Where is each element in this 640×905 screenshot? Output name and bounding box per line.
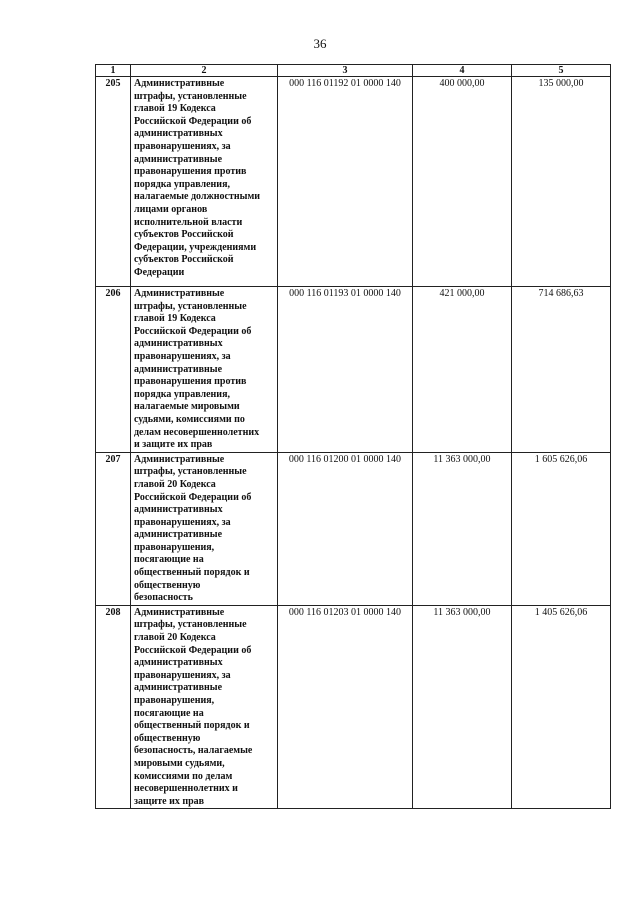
description-line: порядка управления, [134,178,230,190]
table-row [96,77,611,287]
amount-plan: 11 363 000,00 [413,605,512,809]
column-header: 2 [131,65,278,77]
description-line: административных [134,128,223,140]
description-line: административные [134,682,223,694]
description-line: административных [134,657,223,669]
description-line: главой 19 Кодекса [134,313,216,325]
table-row [96,452,611,605]
description-line: правонарушения, [134,695,215,706]
description-line: Административные [134,288,225,299]
row-number: 206 [96,287,131,453]
description-line: посягающие на [134,707,204,719]
page-number: 36 [313,36,327,51]
description-line: Российской Федерации об [134,491,252,503]
description-line: Федерации [134,266,185,278]
column-header: 1 [96,65,131,77]
description-line: Административные [134,78,225,89]
column-header: 5 [512,65,611,77]
description-line: правонарушения, [134,541,215,553]
description-line: налагаемые должностными [134,191,261,203]
description-line: Российской Федерации об [134,115,252,127]
description-line: субъектов Российской [134,254,234,266]
description-line: общественный порядок и [134,720,250,732]
description-line: правонарушениях, за [134,140,231,152]
amount-actual: 1 405 626,06 [512,605,611,809]
description-line: административные [134,529,223,541]
description-line: Российской Федерации об [134,644,252,656]
description-line: субъектов Российской [134,229,234,241]
description-line: штрафы, установленные [134,90,247,102]
description-line: делам несовершеннолетних [134,426,260,438]
description-line: комиссиями по делам [134,770,233,782]
amount-actual: 135 000,00 [512,77,611,287]
budget-classification-code: 000 116 01193 01 0000 140 [278,287,413,453]
budget-classification-code: 000 116 01200 01 0000 140 [278,452,413,605]
description-line: штрафы, установленные [134,466,247,478]
row-number: 207 [96,452,131,605]
description-line: Административные [134,606,225,618]
column-header: 4 [413,65,512,77]
amount-actual: 714 686,63 [512,287,611,453]
description-line: административные [134,153,223,165]
description-line: Федерации, учреждениями [134,241,257,253]
description-line: и защите их прав [134,439,213,451]
description-line: посягающие на [134,554,204,566]
budget-table [95,64,611,809]
description-line: главой 19 Кодекса [134,103,216,115]
table-header-row [96,65,611,77]
row-description [131,452,278,605]
description-line: защите их прав [134,795,205,807]
amount-actual: 1 605 626,06 [512,452,611,605]
amount-plan: 11 363 000,00 [413,452,512,605]
row-number: 205 [96,77,131,287]
description-line: несовершеннолетних и [134,783,238,795]
description-line: правонарушениях, за [134,669,231,681]
row-description [131,77,278,287]
description-line: общественную [134,579,201,591]
description-line: общественную [134,732,201,744]
row-description [131,605,278,809]
table-body [96,77,611,809]
description-line: Российской Федерации об [134,325,252,337]
budget-classification-code: 000 116 01192 01 0000 140 [278,77,413,287]
description-line: правонарушения против [134,376,247,388]
description-line: мировыми судьями, [134,757,225,769]
row-number: 208 [96,605,131,809]
description-line: административные [134,363,223,375]
description-line: безопасность, налагаемые [134,745,253,757]
description-line: безопасность [134,592,193,604]
description-line: штрафы, установленные [134,619,247,631]
description-line: налагаемые мировыми [134,401,240,413]
table-row [96,287,611,453]
description-line: лицами органов [134,203,208,215]
amount-plan: 400 000,00 [413,77,512,287]
description-line: судьями, комиссиями по [134,413,245,425]
description-line: исполнительной власти [134,216,243,228]
description-line: штрафы, установленные [134,300,247,312]
budget-classification-code: 000 116 01203 01 0000 140 [278,605,413,809]
description-line: административных [134,504,223,516]
description-line: правонарушения против [134,166,247,178]
column-header: 3 [278,65,413,77]
table-row [96,605,611,809]
description-line: Административные [134,453,225,465]
description-line: главой 20 Кодекса [134,478,216,490]
description-line: административных [134,338,223,350]
row-description [131,287,278,453]
description-line: главой 20 Кодекса [134,632,216,644]
description-line: порядка управления, [134,388,230,400]
description-line: правонарушениях, за [134,516,231,528]
amount-plan: 421 000,00 [413,287,512,453]
description-line: общественный порядок и [134,567,250,579]
description-line: правонарушениях, за [134,350,231,362]
